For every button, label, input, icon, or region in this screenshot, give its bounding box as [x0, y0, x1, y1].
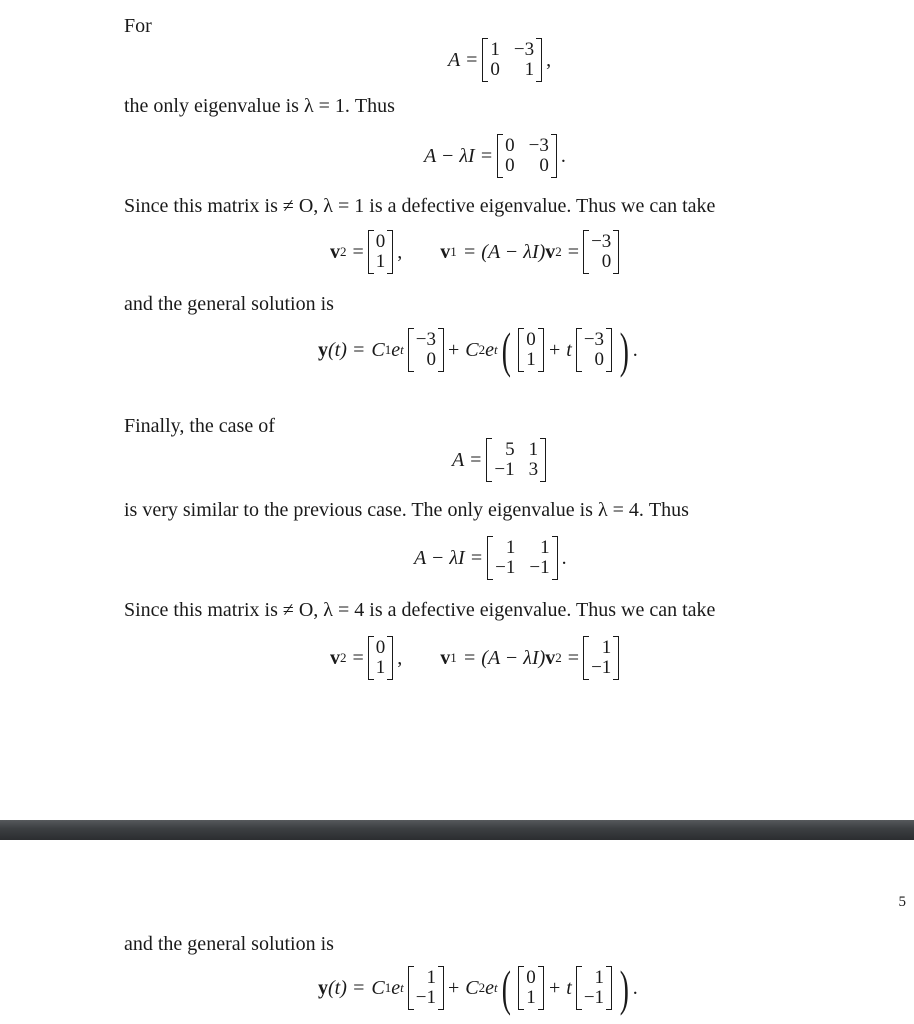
- vector-cell: 1: [426, 967, 436, 988]
- matrix-cell: 0: [505, 135, 515, 156]
- equation-a-minus-lambda-i-2: [414, 536, 567, 580]
- text-very-similar: is very similar to the previous case. The only eigenvalue is λ = 4. Thus: [124, 499, 689, 521]
- matrix-cell: −1: [529, 557, 550, 578]
- matrix-cell: 3: [528, 459, 539, 480]
- text-for: For: [124, 15, 152, 37]
- equation-general-solution-1: y (t) = C 1 e t −3 0 + C 2 e t ( 0 1 + t −3 0 ) .: [318, 322, 638, 378]
- constant-c2: C: [465, 976, 479, 999]
- v2-symbol: v: [330, 646, 340, 669]
- matrix-cell: 5: [505, 439, 515, 460]
- vector: [583, 636, 619, 680]
- matrix-cell: 1: [540, 537, 550, 558]
- matrix-cell: 0: [505, 155, 515, 176]
- vector-cell: 0: [375, 231, 386, 252]
- punct: .: [561, 546, 567, 569]
- plus: +: [447, 976, 460, 999]
- text-general-solution-1: and the general solution is: [124, 293, 334, 315]
- plus-t: + t: [547, 976, 572, 999]
- punct: ,: [397, 646, 403, 669]
- vector: [583, 230, 619, 274]
- matrix-cell: −1: [494, 459, 515, 480]
- plus-t: + t: [547, 338, 572, 361]
- equation-eigenvectors-1: v 2 = 0 1 , v 1 = (A − λI) v 2 = −3 0: [330, 230, 623, 274]
- v1-symbol: v: [440, 240, 451, 263]
- matrix-cell: 0: [490, 59, 500, 80]
- vector: [518, 328, 544, 372]
- punct: .: [632, 338, 638, 361]
- exp-e: e: [391, 338, 401, 361]
- vector-cell: −1: [583, 987, 605, 1008]
- vector: [576, 328, 612, 372]
- matrix-cell: 1: [524, 59, 535, 80]
- matrix-cell: 1: [505, 537, 516, 558]
- constant-c1: C: [371, 976, 385, 999]
- matrix-cell: 1: [528, 439, 539, 460]
- vector-cell: −3: [415, 329, 436, 350]
- plus: +: [447, 338, 460, 361]
- constant-c2: C: [465, 338, 479, 361]
- eq-lhs: A − λI =: [424, 144, 494, 167]
- vector-cell: 1: [601, 637, 612, 658]
- right-paren: ): [619, 960, 629, 1016]
- exp-e: e: [485, 976, 494, 999]
- equation-a-minus-lambda-i-1: [424, 134, 566, 178]
- v1-symbol: v: [440, 646, 451, 669]
- vector: [408, 966, 444, 1010]
- vector: [576, 966, 612, 1010]
- equation-general-solution-2: y (t) = C 1 e t 1 −1 + C 2 e t ( 0 1 + t 1 −1 ) .: [318, 960, 638, 1016]
- equation-matrix-a-2: [452, 438, 550, 482]
- vector-cell: 1: [526, 349, 536, 370]
- eq-lhs: A − λI =: [414, 546, 484, 569]
- matrix: [482, 38, 542, 82]
- vector-cell: 0: [601, 251, 612, 272]
- vector: [368, 230, 394, 274]
- vector-cell: −3: [591, 231, 612, 252]
- equals: =: [352, 240, 364, 263]
- text-general-solution-2: and the general solution is: [124, 933, 334, 955]
- page-number: 5: [898, 894, 906, 910]
- punct: ,: [546, 48, 552, 71]
- vector-cell: 1: [594, 967, 605, 988]
- matrix: [487, 536, 557, 580]
- vector-cell: 0: [426, 349, 436, 370]
- equals: =: [352, 646, 364, 669]
- eq-middle: = (A − λI): [462, 240, 546, 263]
- vector: [518, 966, 544, 1010]
- vector-cell: −1: [591, 657, 612, 678]
- vector: [408, 328, 444, 372]
- matrix-cell: −3: [528, 135, 549, 156]
- eq-lhs: A =: [452, 448, 483, 471]
- matrix-cell: −1: [495, 557, 516, 578]
- eq-lhs: (t) =: [328, 338, 366, 361]
- vector-cell: 0: [526, 967, 536, 988]
- eq-lhs: A =: [448, 48, 479, 71]
- text-since-defective-1: Since this matrix is ≠ O, λ = 1 is a defective eigenvalue. Thus we can take: [124, 195, 716, 217]
- text-finally: Finally, the case of: [124, 415, 275, 437]
- text-since-defective-2: Since this matrix is ≠ O, λ = 4 is a defective eigenvalue. Thus we can take: [124, 599, 716, 621]
- matrix-cell: 0: [539, 155, 549, 176]
- punct: ,: [397, 240, 403, 263]
- constant-c1: C: [371, 338, 385, 361]
- vector-cell: 1: [375, 657, 386, 678]
- matrix: [486, 438, 546, 482]
- vector: [368, 636, 394, 680]
- right-paren: ): [619, 322, 629, 378]
- equation-eigenvectors-2: v 2 = 0 1 , v 1 = (A − λI) v 2 = 1 −1: [330, 636, 623, 680]
- vector-cell: −1: [415, 987, 436, 1008]
- text-only-eigenvalue-1: the only eigenvalue is λ = 1. Thus: [124, 95, 395, 117]
- vector-cell: 0: [526, 329, 536, 350]
- v2-symbol: v: [545, 646, 556, 669]
- v2-symbol: v: [545, 240, 556, 263]
- vector-cell: 1: [526, 987, 536, 1008]
- matrix-cell: −3: [513, 39, 535, 60]
- left-paren: (: [501, 960, 511, 1016]
- equals: =: [567, 240, 580, 263]
- matrix: [497, 134, 557, 178]
- exp-e: e: [485, 338, 494, 361]
- y-symbol: y: [318, 976, 328, 999]
- equals: =: [567, 646, 580, 669]
- exp-e: e: [391, 976, 401, 999]
- left-paren: (: [501, 322, 511, 378]
- vector-cell: 0: [594, 349, 605, 370]
- y-symbol: y: [318, 338, 328, 361]
- punct: .: [632, 976, 638, 999]
- vector-cell: 1: [375, 251, 386, 272]
- eq-lhs: (t) =: [328, 976, 366, 999]
- eq-middle: = (A − λI): [462, 646, 546, 669]
- vector-cell: 0: [375, 637, 386, 658]
- page-separator: [0, 820, 914, 840]
- equation-matrix-a-1: [448, 38, 551, 82]
- v2-symbol: v: [330, 240, 340, 263]
- matrix-cell: 1: [490, 39, 500, 60]
- punct: .: [560, 144, 566, 167]
- vector-cell: −3: [583, 329, 605, 350]
